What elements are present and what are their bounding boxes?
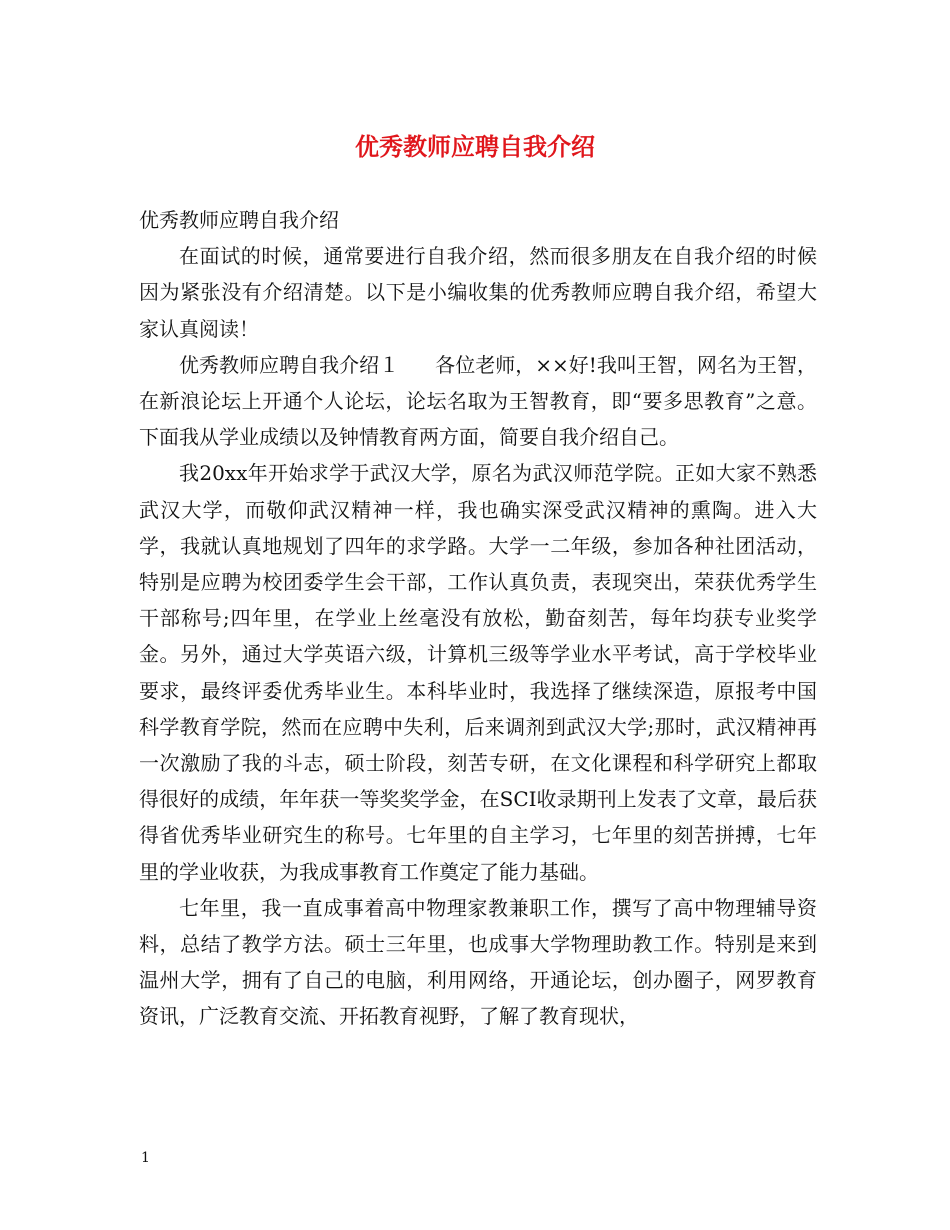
paragraph-text: 各位老师，××好!我叫王智，网名为王智，在新浪论坛上开通个人论坛，论坛名取为王智教育，即“要多思教育”之意。下面我从学业成绩以及钟情教育两方面，简要自我介绍自己。 bbox=[139, 352, 818, 450]
paragraph-intro bbox=[139, 238, 817, 347]
paragraph-teaching bbox=[139, 890, 817, 1035]
paragraph-text: 我20xx年开始求学于武汉大学，原名为武汉师范学院。正如大家不熟悉武汉大学，而敬仰武汉精神一样，我也确实深受武汉精神的熏陶。进入大学，我就认真地规划了四年的求学路。大学一二年级，参加各种社团活动，特别是应聘为校团委学生会干部，工作认真负责，表现突出，荣获优秀学生干部称号;四年里，在学业上丝毫没有放松，勤奋刻苦，每年均获专业奖学金。另外，通过大学英语六级，计算机三级等学业水平考试，高于学校毕业要求，最终评委优秀毕业生。本科毕业时，我选择了继续深造，原报考中国科学教育学院，然而在应聘中失利，后来调剂到武汉大学;那时，武汉精神再一次激励了我的斗志，硕士阶段，刻苦专研，在文化课程和科学研究上都取得很好的成绩，年年获一等奖奖学金，在SCI收录期刊上发表了文章，最后获得省优秀毕业研究生的称号。七年里的自主学习，七年里的刻苦拼搏，七年里的学业收获，为我成事教育工作奠定了能力基础。 bbox=[139, 461, 817, 884]
paragraph-education bbox=[139, 455, 817, 889]
paragraph-text: 在面试的时候，通常要进行自我介绍，然而很多朋友在自我介绍的时候因为紧张没有介绍清楚。以下是小编收集的优秀教师应聘自我介绍，希望大家认真阅读！ bbox=[139, 244, 817, 341]
section-heading: 优秀教师应聘自我介绍１ bbox=[179, 352, 400, 377]
document-subtitle: 优秀教师应聘自我介绍 bbox=[139, 208, 339, 232]
page-number: 1 bbox=[141, 1150, 150, 1166]
paragraph-text: 七年里，我一直成事着高中物理家教兼职工作，撰写了高中物理辅导资料，总结了教学方法。硕士三年里，也成事大学物理助教工作。特别是来到温州大学，拥有了自己的电脑，利用网络，开通论坛，创办圈子，网罗教育资讯，广泛教育交流、开拓教育视野，了解了教育现状， bbox=[139, 895, 817, 1029]
document-title: 优秀教师应聘自我介绍 bbox=[355, 132, 595, 161]
document-body bbox=[139, 202, 817, 1035]
paragraph-section-1 bbox=[139, 347, 817, 456]
